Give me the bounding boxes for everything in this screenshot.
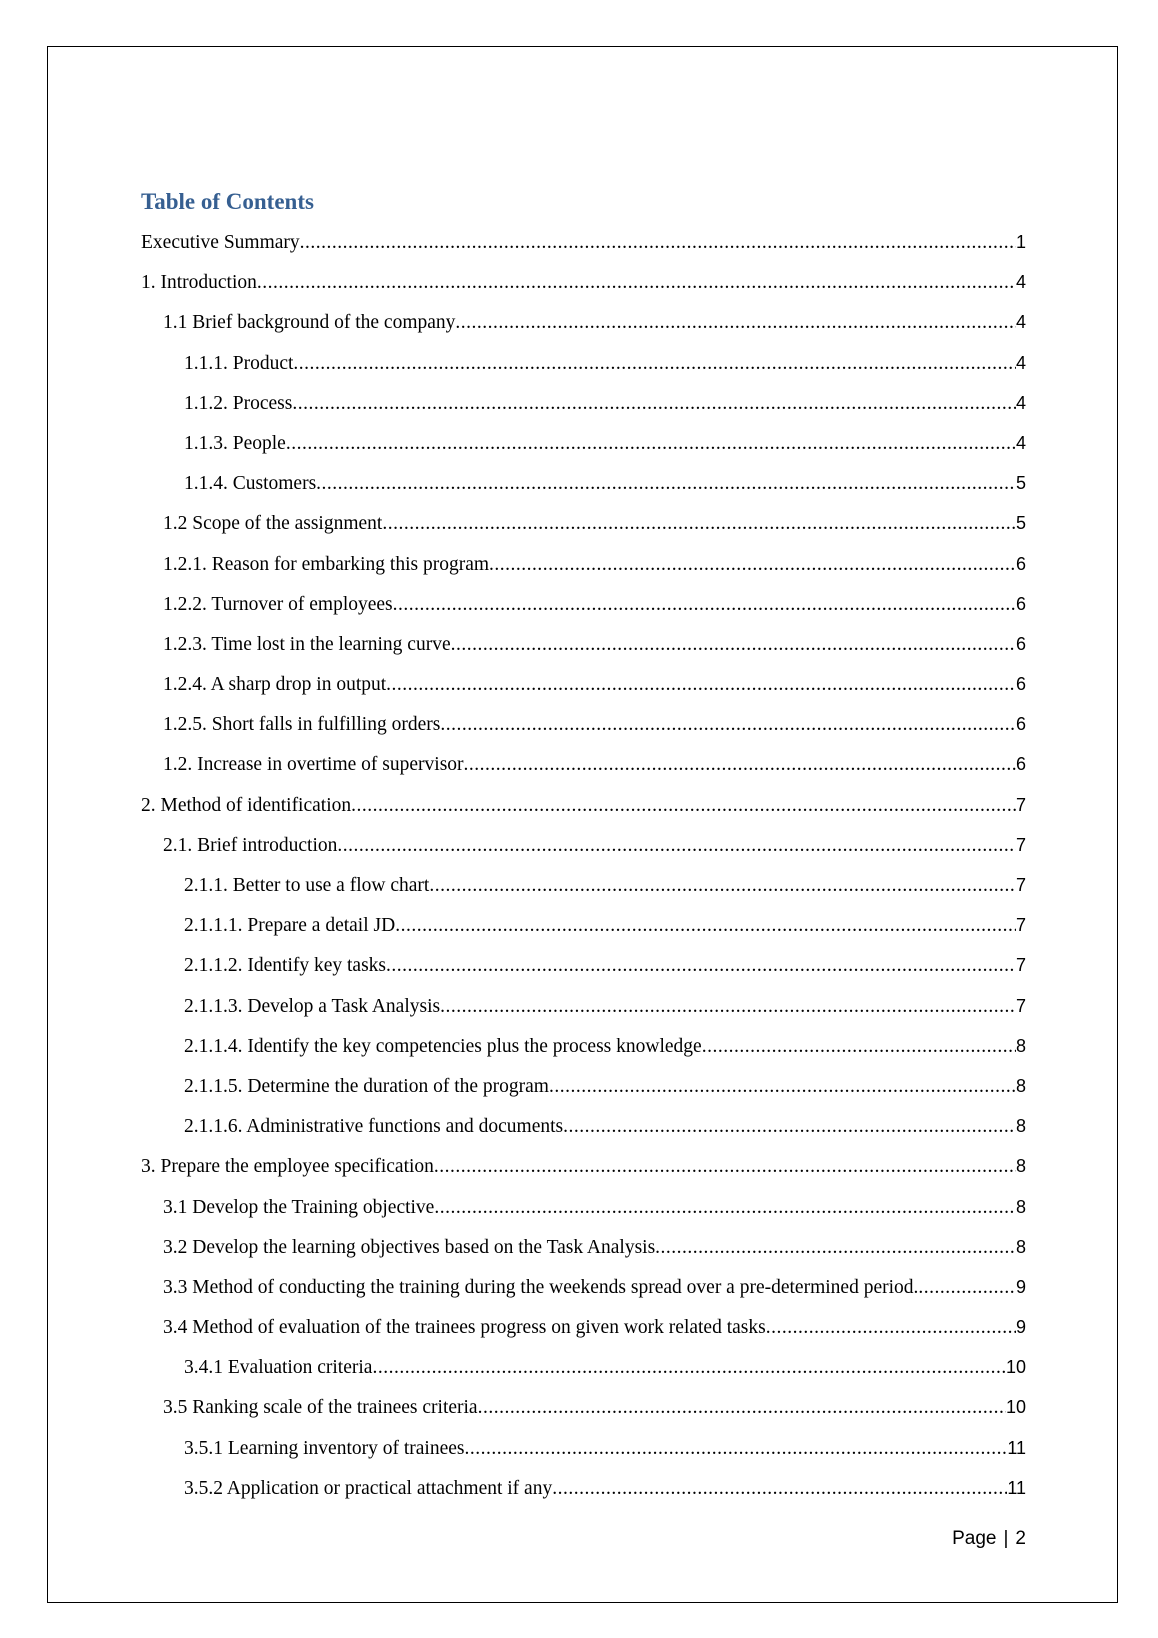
toc-entry-page-number: 4 <box>1015 272 1026 293</box>
toc-entry-text: 1.2.2. Turnover of employees <box>163 593 393 615</box>
toc-dot-leader <box>464 745 1016 785</box>
toc-entry-text: 2.1.1.4. Identify the key competencies plus the process knowledge <box>184 1035 702 1057</box>
toc-entry-text: 1. Introduction <box>141 272 257 294</box>
toc-entry-page-number: 4 <box>1015 432 1026 453</box>
toc-entry-page-number: 8 <box>1015 1196 1026 1217</box>
toc-entry-page-number: 5 <box>1015 513 1026 534</box>
toc-entry-text: 3.1 Develop the Training objective <box>163 1196 435 1218</box>
toc-entry[interactable] <box>141 1267 1026 1307</box>
toc-dot-leader <box>440 705 1016 745</box>
toc-entry-text: 3. Prepare the employee specification <box>141 1156 434 1178</box>
footer-page-number: 2 <box>1015 1528 1026 1549</box>
toc-entry[interactable] <box>141 343 1026 383</box>
toc-entry[interactable] <box>141 262 1026 302</box>
toc-dot-leader <box>395 906 1016 946</box>
toc-entry[interactable] <box>141 986 1026 1026</box>
toc-entry[interactable] <box>141 1227 1026 1267</box>
toc-dot-leader <box>351 786 1016 826</box>
toc-entry[interactable] <box>141 584 1026 624</box>
toc-entry-text: 1.1.3. People <box>184 432 286 454</box>
toc-dot-leader <box>434 1188 1016 1228</box>
toc-entry[interactable] <box>141 302 1026 342</box>
toc-dot-leader <box>549 1067 1016 1107</box>
toc-entry-page-number: 5 <box>1015 473 1026 494</box>
toc-entry-page-number: 6 <box>1015 553 1026 574</box>
toc-dot-leader <box>382 504 1016 544</box>
toc-dot-leader <box>293 344 1016 384</box>
toc-dot-leader <box>337 826 1016 866</box>
toc-entry-text: 1.1 Brief background of the company <box>163 312 456 334</box>
toc-entry-page-number: 9 <box>1015 1317 1026 1338</box>
toc-entry-page-number: 4 <box>1015 392 1026 413</box>
toc-entry[interactable] <box>141 624 1026 664</box>
toc-dot-leader <box>286 424 1016 464</box>
toc-entry-page-number: 6 <box>1015 674 1026 695</box>
toc-dot-leader <box>478 1388 1006 1428</box>
toc-entry[interactable] <box>141 865 1026 905</box>
toc-dot-leader <box>393 585 1016 625</box>
toc-dot-leader <box>372 1348 1006 1388</box>
toc-entry-page-number: 7 <box>1015 915 1026 936</box>
toc-entry-text: 1.2. Increase in overtime of supervisor <box>163 754 464 776</box>
toc-entry[interactable] <box>141 222 1026 262</box>
toc-entry-page-number: 1 <box>1015 232 1026 252</box>
toc-entry[interactable] <box>141 1026 1026 1066</box>
toc-entry-page-number: 6 <box>1015 633 1026 654</box>
toc-entry[interactable] <box>141 423 1026 463</box>
toc-entry-page-number: 7 <box>1015 995 1026 1016</box>
toc-entry-page-number: 7 <box>1015 955 1026 976</box>
toc-entry-page-number: 7 <box>1015 794 1026 815</box>
toc-entry[interactable] <box>141 1146 1026 1186</box>
toc-entry[interactable] <box>141 383 1026 423</box>
toc-entry-page-number: 7 <box>1015 834 1026 855</box>
toc-entry-text: Executive Summary <box>141 232 300 253</box>
toc-entry-text: 2.1.1.2. Identify key tasks <box>184 955 387 977</box>
toc-dot-leader <box>563 1107 1016 1147</box>
toc-entry-page-number: 7 <box>1015 875 1026 895</box>
toc-dot-leader <box>316 464 1016 504</box>
toc-entry-text: 3.2 Develop the learning objectives based on the Task Analysis <box>163 1236 656 1258</box>
toc-entry-text: 2.1.1.5. Determine the duration of the program <box>184 1075 549 1097</box>
toc-entry-text: 3.5.1 Learning inventory of trainees <box>184 1437 465 1459</box>
toc-entry[interactable] <box>141 503 1026 543</box>
toc-dot-leader <box>386 946 1016 986</box>
toc-entry-text: 1.2.5. Short falls in fulfilling orders <box>163 714 441 736</box>
toc-dot-leader <box>292 384 1016 424</box>
toc-entry[interactable] <box>141 1428 1026 1468</box>
toc-entry[interactable] <box>141 1387 1026 1427</box>
toc-entry[interactable] <box>141 1307 1026 1347</box>
toc-entry-page-number: 9 <box>1015 1276 1026 1297</box>
toc-dot-leader <box>655 1228 1016 1268</box>
footer-separator: | <box>1003 1528 1009 1549</box>
toc-entry[interactable] <box>141 785 1026 825</box>
page-footer <box>952 1528 1026 1550</box>
toc-entry-text: 1.2.3. Time lost in the learning curve <box>163 633 451 655</box>
toc-entry[interactable] <box>141 1187 1026 1227</box>
toc-entry-page-number: 6 <box>1015 754 1026 775</box>
toc-entry-text: 2.1.1. Better to use a flow chart <box>184 875 430 896</box>
toc-entry-page-number: 6 <box>1015 593 1026 614</box>
toc-dot-leader <box>918 1268 1016 1308</box>
toc-entry-text: 1.1.4. Customers <box>184 473 317 495</box>
toc-entry-text: 2.1.1.1. Prepare a detail JD <box>184 915 396 937</box>
toc-entry[interactable] <box>141 744 1026 784</box>
toc-entry-page-number: 4 <box>1015 352 1026 373</box>
toc-entry[interactable] <box>141 945 1026 985</box>
toc-entry[interactable] <box>141 905 1026 945</box>
toc-entry-page-number: 8 <box>1015 1035 1026 1056</box>
toc-dot-leader <box>257 263 1016 303</box>
toc-entry[interactable] <box>141 825 1026 865</box>
toc-entry-page-number: 11 <box>1007 1477 1026 1498</box>
toc-entry-text: 2. Method of identification <box>141 794 352 816</box>
toc-entry-page-number: 8 <box>1015 1075 1026 1096</box>
toc-entry-text: 1.1.2. Process <box>184 392 293 414</box>
toc-dot-leader <box>766 1308 1016 1348</box>
toc-dot-leader <box>386 665 1016 705</box>
toc-dot-leader <box>429 866 1016 906</box>
toc-entry-text: 3.5 Ranking scale of the trainees criteria <box>163 1397 478 1419</box>
toc-entry-text: 3.5.2 Application or practical attachment if any <box>184 1477 553 1499</box>
toc-dot-leader <box>451 625 1016 665</box>
toc-entry-text: 2.1. Brief introduction <box>163 834 338 856</box>
toc-entry-page-number: 10 <box>1005 1357 1026 1378</box>
toc-entry-text: 3.3 Method of conducting the training during the weekends spread over a pre-determined period. <box>163 1276 919 1298</box>
toc-entry[interactable] <box>141 1347 1026 1387</box>
toc-entry-text: 1.2.1. Reason for embarking this program <box>163 553 490 575</box>
toc-dot-leader <box>489 545 1016 585</box>
toc-entry-text: 2.1.1.3. Develop a Task Analysis <box>184 995 441 1017</box>
toc-dot-leader <box>440 987 1016 1027</box>
toc-entry-text: 3.4.1 Evaluation criteria <box>184 1357 373 1379</box>
toc-dot-leader <box>434 1147 1016 1187</box>
toc-entry-page-number: 10 <box>1005 1397 1026 1418</box>
toc-dot-leader <box>455 303 1016 343</box>
toc-dot-leader <box>552 1469 1007 1509</box>
toc-entry-text: 1.2 Scope of the assignment <box>163 513 383 535</box>
toc-entry-text: 1.2.4. A sharp drop in output <box>163 674 387 696</box>
toc-entry-text: 2.1.1.6. Administrative functions and documents <box>184 1116 564 1138</box>
toc-entry-page-number: 4 <box>1015 312 1026 333</box>
toc-container <box>141 182 1026 1508</box>
toc-dot-leader <box>702 1027 1016 1067</box>
toc-entry[interactable] <box>141 664 1026 704</box>
toc-entry[interactable] <box>141 1468 1026 1508</box>
toc-entry-page-number: 8 <box>1015 1236 1026 1257</box>
toc-entry[interactable] <box>141 544 1026 584</box>
toc-entry[interactable] <box>141 463 1026 503</box>
toc-entry[interactable] <box>141 704 1026 744</box>
toc-dot-leader <box>300 223 1016 263</box>
toc-entry-text: 3.4 Method of evaluation of the trainees progress on given work related tasks <box>163 1317 766 1339</box>
toc-entry-page-number: 11 <box>1007 1437 1026 1458</box>
toc-entry-page-number: 8 <box>1015 1156 1026 1177</box>
toc-entry-page-number: 8 <box>1015 1116 1026 1137</box>
toc-entry[interactable] <box>141 1066 1026 1106</box>
footer-page-label: Page <box>952 1528 997 1549</box>
toc-entry-text: 1.1.1. Product <box>184 352 294 374</box>
toc-entry[interactable] <box>141 1106 1026 1146</box>
toc-list <box>141 222 1026 1508</box>
toc-entry-page-number: 6 <box>1015 714 1026 735</box>
toc-dot-leader <box>465 1429 1008 1469</box>
toc-title: Table of Contents <box>141 189 314 214</box>
